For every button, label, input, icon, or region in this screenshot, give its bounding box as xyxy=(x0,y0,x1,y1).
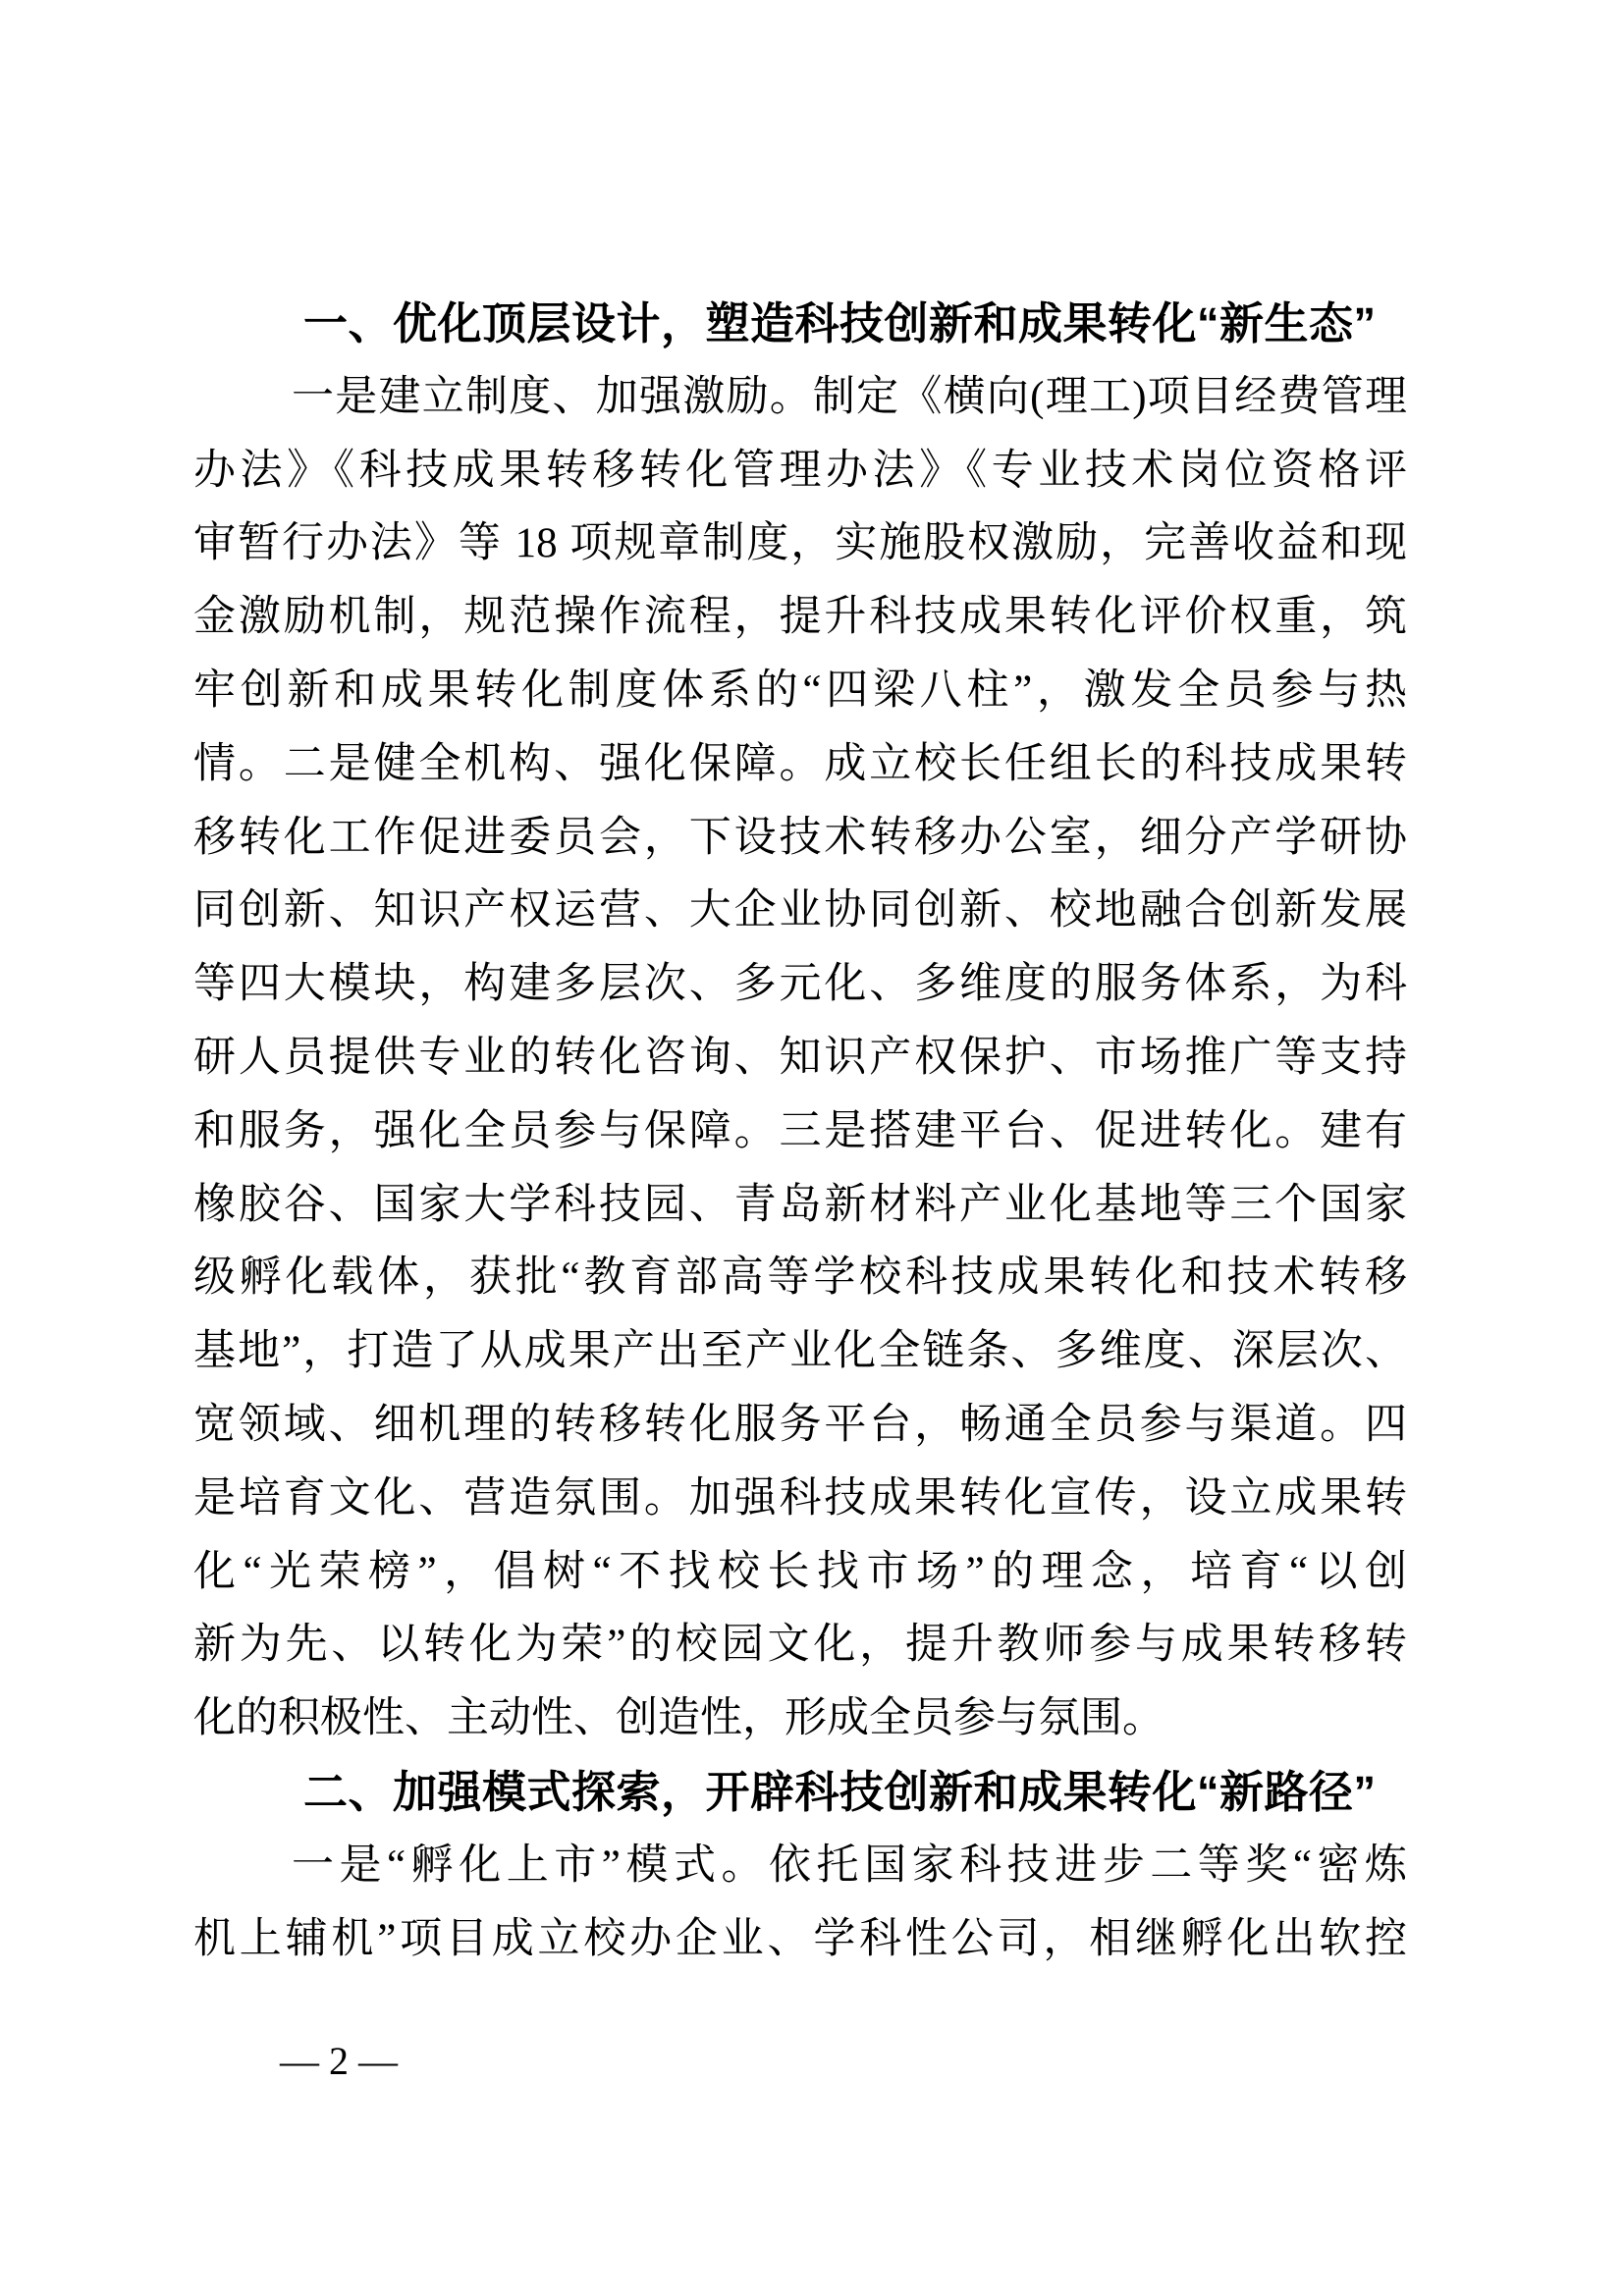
body-text-line: 牢创新和成果转化制度体系的“四梁八柱”，激发全员参与热 xyxy=(193,667,1407,714)
body-text-line: 化“光荣榜”，倡树“不找校长找市场”的理念，培育“以创 xyxy=(193,1548,1407,1595)
body-text-line: 金激励机制，规范操作流程，提升科技成果转化评价权重，筑 xyxy=(193,594,1407,641)
body-text-line: 一是“孵化上市”模式。依托国家科技进步二等奖“密炼 xyxy=(292,1842,1407,1889)
body-text-line: 机上辅机”项目成立校办企业、学科性公司，相继孵化出软控 xyxy=(193,1915,1407,1962)
body-text-line: 和服务，强化全员参与保障。三是搭建平台、促进转化。建有 xyxy=(193,1107,1407,1154)
body-text-line: 同创新、知识产权运营、大企业协同创新、校地融合创新发展 xyxy=(193,887,1407,934)
body-text-line: 是培育文化、营造氛围。加强科技成果转化宣传，设立成果转 xyxy=(193,1474,1407,1522)
body-text-line: 化的积极性、主动性、创造性，形成全员参与氛围。 xyxy=(193,1695,1164,1742)
body-text-line: 级孵化载体，获批“教育部高等学校科技成果转化和技术转移 xyxy=(193,1255,1407,1302)
body-text-line: 情。二是健全机构、强化保障。成立校长任组长的科技成果转 xyxy=(193,740,1407,787)
document-body xyxy=(193,288,1407,1976)
body-text-line: 等四大模块，构建多层次、多元化、多维度的服务体系，为科 xyxy=(193,961,1407,1008)
body-text-line: 移转化工作促进委员会，下设技术转移办公室，细分产学研协 xyxy=(193,814,1407,861)
body-text-line: 一是建立制度、加强激励。制定《横向(理工)项目经费管理 xyxy=(292,373,1407,420)
section-heading: 二、加强模式探索，开辟科技创新和成果转化“新路径” xyxy=(303,1766,1377,1817)
body-text-line: 基地”，打造了从成果产出至产业化全链条、多维度、深层次、 xyxy=(193,1328,1407,1375)
body-text-line: 办法》《科技成果转移转化管理办法》《专业技术岗位资格评 xyxy=(193,447,1407,494)
body-text-line: 新为先、以转化为荣”的校园文化，提升教师参与成果转移转 xyxy=(193,1622,1407,1669)
body-text-line: 宽领域、细机理的转移转化服务平台，畅通全员参与渠道。四 xyxy=(193,1401,1407,1448)
body-text-line: 研人员提供专业的转化咨询、知识产权保护、市场推广等支持 xyxy=(193,1034,1407,1081)
section-heading: 一、优化顶层设计，塑造科技创新和成果转化“新生态” xyxy=(303,298,1377,348)
page-number: — 2 — xyxy=(280,2039,398,2083)
body-text-line: 审暂行办法》等 18 项规章制度，实施股权激励，完善收益和现 xyxy=(193,520,1407,567)
body-text-line: 橡胶谷、国家大学科技园、青岛新材料产业化基地等三个国家 xyxy=(193,1181,1407,1228)
